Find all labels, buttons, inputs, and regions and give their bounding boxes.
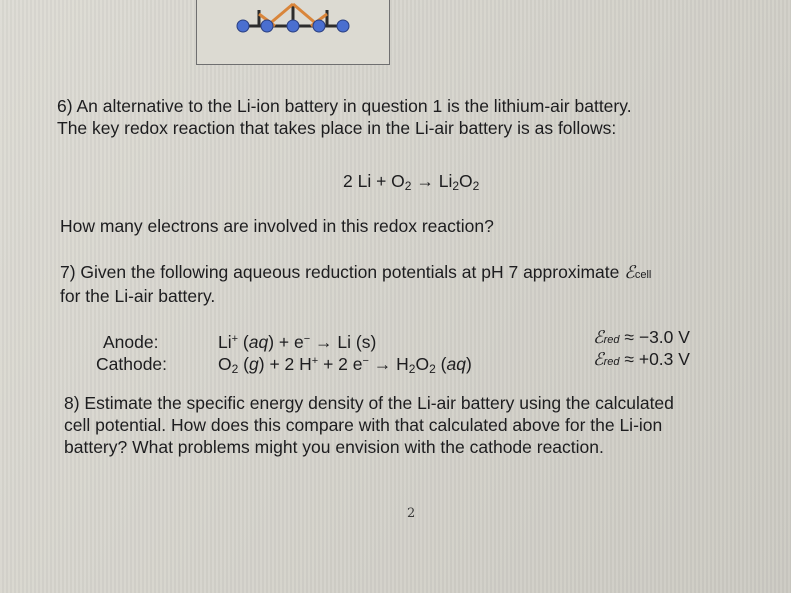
q6-line2: The key redox reaction that takes place in the Li-air battery is as follows:: [57, 118, 617, 138]
atom: [237, 20, 249, 32]
q8-line3: battery? What problems might you envision with the cathode reaction.: [64, 437, 604, 457]
anode-potential: ℰred ≈ −3.0 V: [593, 327, 690, 347]
q7-line1: 7) Given the following aqueous reduction potentials at pH 7 approximate ℰcell: [60, 262, 652, 282]
q8-line1: 8) Estimate the specific energy density of the Li-air battery using the calculated: [64, 393, 674, 413]
q8-line2: cell potential. How does this compare with that calculated above for the Li-ion: [64, 415, 663, 435]
atom: [287, 20, 299, 32]
q6-equation: 2 $Li + O_2 \to Li_2O_2$: [343, 171, 480, 193]
atom: [261, 20, 273, 32]
q6-line1: 6) An alternative to the Li-ion battery in question 1 is the lithium-air battery.: [57, 96, 632, 116]
anode-reaction: Li+ (aq) + e− → Li (s): [218, 332, 377, 352]
arrow-icon: →: [416, 171, 434, 191]
cathode-reaction: $O_2$ (g) + 2 H+ + 2 $e^- \to H_2O_2$ (aq): [218, 354, 472, 376]
q7-line2: for the Li-air battery.: [60, 286, 216, 306]
page-number: 2: [407, 506, 416, 521]
question-6: [57, 95, 777, 139]
atom: [313, 20, 325, 32]
anode-label: Anode:: [103, 332, 159, 352]
cathode-potential: ℰred ≈ +0.3 V: [593, 349, 690, 369]
atom: [337, 20, 349, 32]
cathode-label: Cathode:: [96, 354, 168, 374]
q6-question: How many electrons are involved in this redox reaction?: [60, 216, 494, 236]
question-8: [64, 392, 784, 458]
crystal-structure-figure: [196, 0, 390, 65]
lattice-diagram: [197, 0, 389, 64]
ecell-symbol: ℰ: [624, 262, 635, 282]
